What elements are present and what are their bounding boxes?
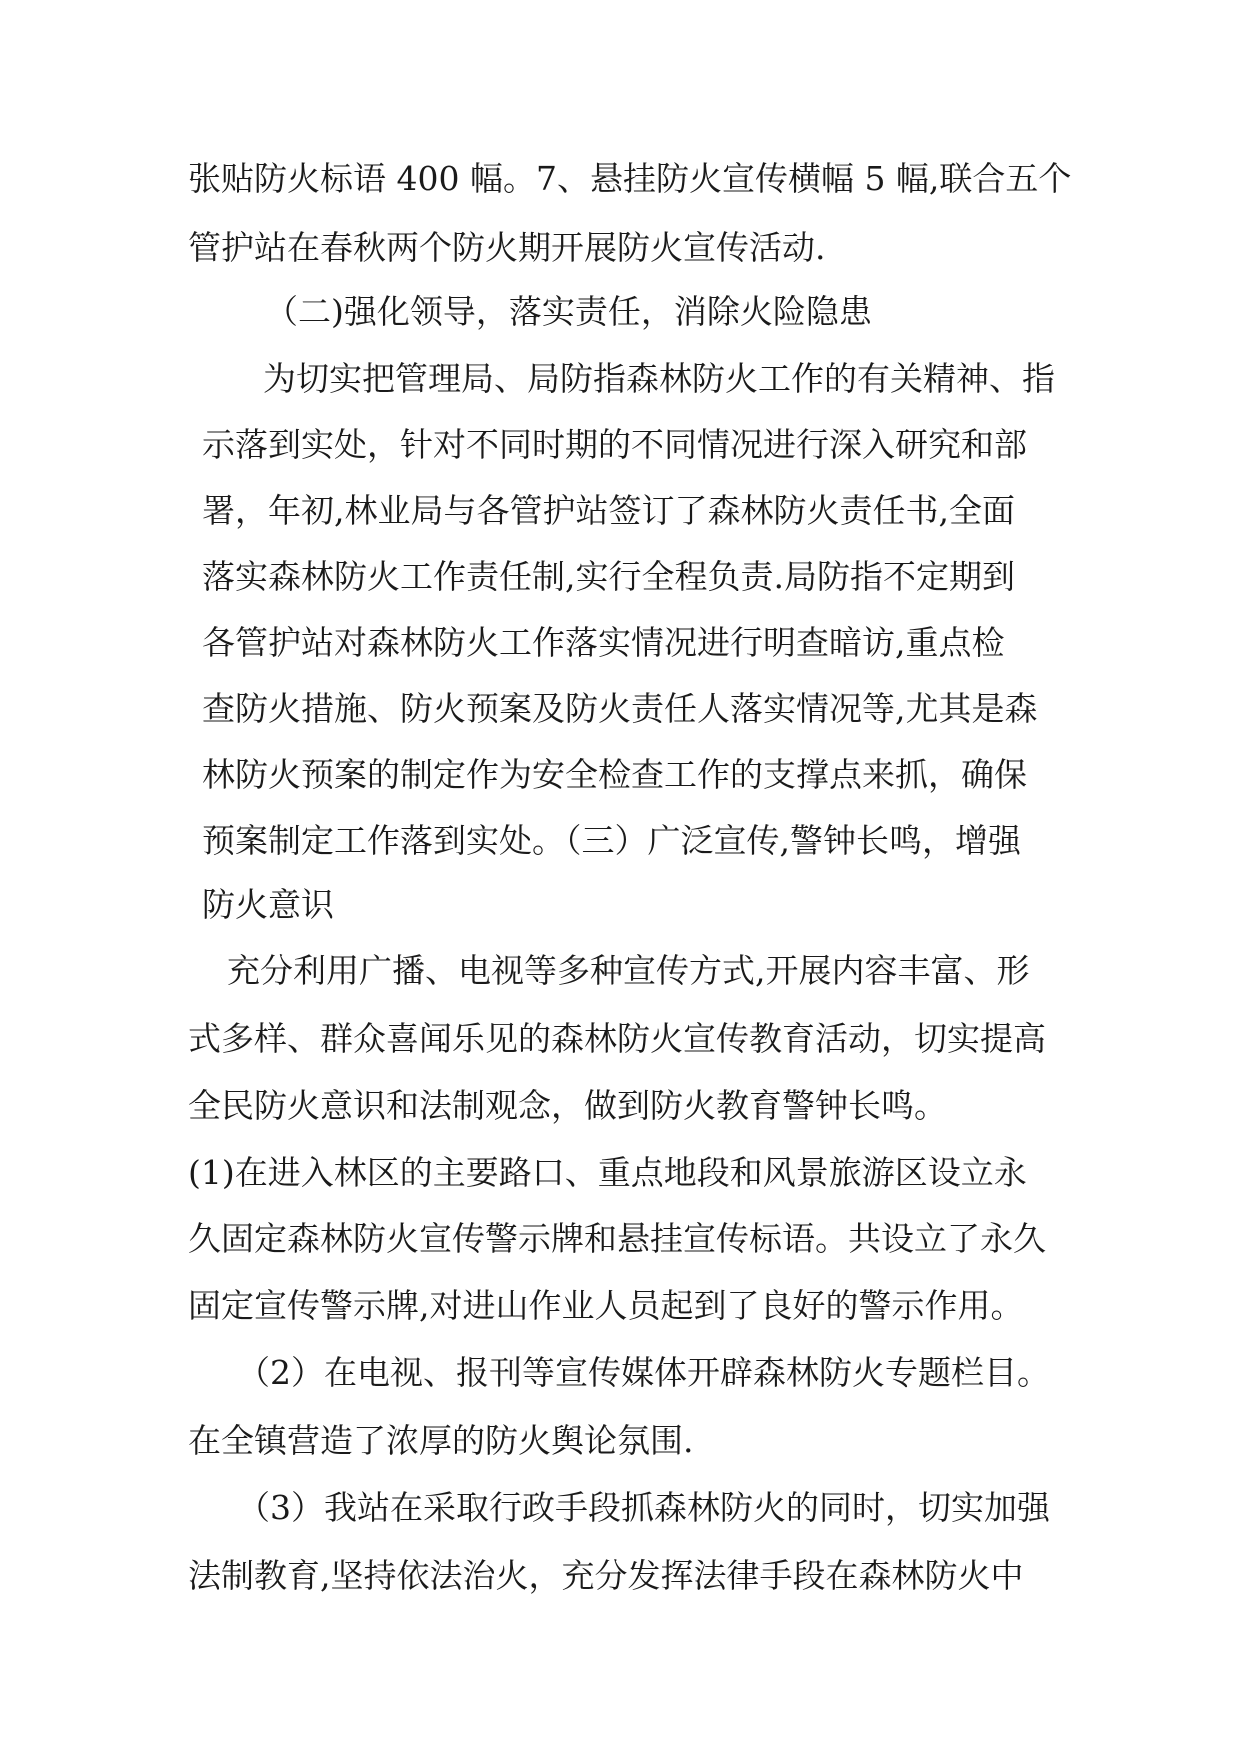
paragraph-line: 署，年初,林业局与各管护站签订了森林防火责任书,全面 [202, 491, 1015, 530]
section-heading: （二)强化领导，落实责任，消除火险隐患 [265, 292, 872, 331]
paragraph-line: 查防火措施、防火预案及防火责任人落实情况等,尤其是森 [202, 689, 1038, 728]
paragraph-line: 充分利用广播、电视等多种宣传方式,开展内容丰富、形 [227, 951, 1030, 990]
paragraph-line: （2）在电视、报刊等宣传媒体开辟森林防火专题栏目。 [237, 1353, 1050, 1392]
paragraph-line: 为切实把管理局、局防指森林防火工作的有关精神、指 [263, 359, 1055, 398]
paragraph-line: 法制教育,坚持依法治火，充分发挥法律手段在森林防火中 [188, 1556, 1024, 1595]
paragraph-line: 张贴防火标语 400 幅。7、悬挂防火宣传横幅 5 幅,联合五个 [188, 159, 1072, 198]
paragraph-line: 全民防火意识和法制观念，做到防火教育警钟长鸣。 [188, 1086, 947, 1125]
paragraph-line: 落实森林防火工作责任制,实行全程负责.局防指不定期到 [202, 557, 1015, 596]
paragraph-line: 久固定森林防火宣传警示牌和悬挂宣传标语。共设立了永久 [188, 1219, 1046, 1258]
paragraph-line: 林防火预案的制定作为安全检查工作的支撑点来抓，确保 [202, 755, 1027, 794]
paragraph-line: 各管护站对森林防火工作落实情况进行明查暗访,重点检 [202, 623, 1005, 662]
paragraph-line: 预案制定工作落到实处。（三）广泛宣传,警钟长鸣，增强 [202, 821, 1021, 860]
paragraph-line: 式多样、群众喜闻乐见的森林防火宣传教育活动，切实提高 [188, 1019, 1046, 1058]
paragraph-line: （3）我站在采取行政手段抓森林防火的同时，切实加强 [237, 1488, 1050, 1527]
paragraph-line: 固定宣传警示牌,对进山作业人员起到了良好的警示作用。 [188, 1286, 1024, 1325]
paragraph-line: (1)在进入林区的主要路口、重点地段和风景旅游区设立永 [188, 1153, 1027, 1192]
paragraph-line: 管护站在春秋两个防火期开展防火宣传活动. [188, 228, 826, 267]
paragraph-line: 在全镇营造了浓厚的防火舆论氛围. [188, 1421, 694, 1460]
paragraph-line: 示落到实处，针对不同时期的不同情况进行深入研究和部 [202, 425, 1027, 464]
paragraph-line: 防火意识 [202, 885, 334, 924]
